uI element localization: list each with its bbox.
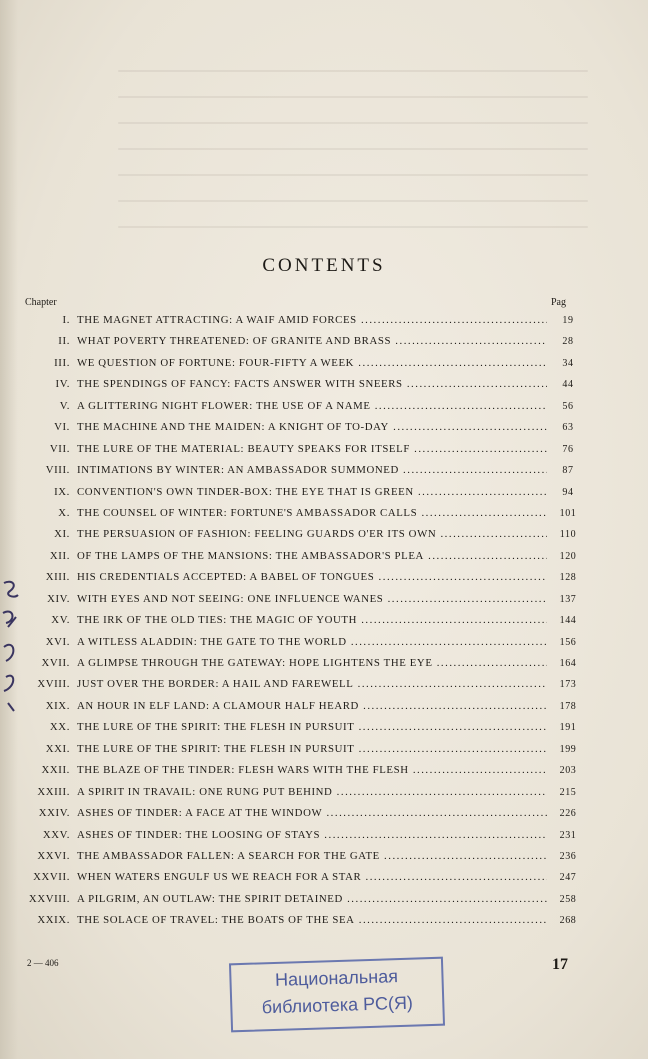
toc-entry xyxy=(0,524,648,545)
show-through-line xyxy=(118,200,588,202)
chapter-page: 178 xyxy=(559,700,577,712)
chapter-page: 56 xyxy=(562,400,574,412)
chapter-number: XVI. xyxy=(45,635,70,648)
chapter-title: A PILGRIM, AN OUTLAW: THE SPIRIT DETAINED ..... xyxy=(77,889,547,910)
chapter-title: THE MAGNET ATTRACTING: A WAIF AMID FORCES ..... xyxy=(77,310,547,331)
chapter-title: AN HOUR IN ELF LAND: A CLAMOUR HALF HEARD ..... xyxy=(77,696,547,717)
chapter-title: THE LURE OF THE SPIRIT: THE FLESH IN PURSUIT ..... xyxy=(77,739,547,760)
toc-entry xyxy=(0,460,648,481)
chapter-column-header: Chapter xyxy=(25,297,57,308)
toc-entry xyxy=(0,567,648,588)
chapter-page: 94 xyxy=(562,486,574,498)
chapter-page: 156 xyxy=(559,636,577,648)
chapter-number: XI. xyxy=(54,528,70,541)
toc-entry xyxy=(0,696,648,717)
chapter-title: THE AMBASSADOR FALLEN: A SEARCH FOR THE GATE ..... xyxy=(77,846,547,867)
chapter-number: XIX. xyxy=(45,699,70,712)
chapter-page: 144 xyxy=(559,615,577,627)
chapter-number: II. xyxy=(58,335,70,348)
chapter-title: THE COUNSEL OF WINTER: FORTUNE'S AMBASSADOR CALLS ..... xyxy=(77,503,547,524)
chapter-number: XXIX. xyxy=(37,914,70,927)
show-through-line xyxy=(118,226,588,228)
show-through-line xyxy=(118,122,588,124)
chapter-page: 191 xyxy=(559,722,577,734)
chapter-title: THE MACHINE AND THE MAIDEN: A KNIGHT OF TO-DAY ..... xyxy=(77,417,547,438)
toc-entry xyxy=(0,760,648,781)
chapter-title: A GLITTERING NIGHT FLOWER: THE USE OF A NAME ..... xyxy=(77,396,547,417)
chapter-page: 164 xyxy=(559,658,577,669)
chapter-page: 203 xyxy=(559,765,577,777)
chapter-number: XV. xyxy=(51,614,70,627)
chapter-number: V. xyxy=(59,399,70,412)
show-through-line xyxy=(118,148,588,150)
chapter-number: XXII. xyxy=(41,764,70,777)
chapter-title: WITH EYES AND NOT SEEING: ONE INFLUENCE WANES ..... xyxy=(77,589,547,610)
chapter-title: THE SPENDINGS OF FANCY: FACTS ANSWER WITH SNEERS ..... xyxy=(77,374,547,395)
chapter-title: WHEN WATERS ENGULF US WE REACH FOR A STAR ..... xyxy=(77,867,547,888)
chapter-number: I. xyxy=(62,314,70,326)
handwritten-margin-mark xyxy=(0,575,28,715)
toc-entry xyxy=(0,782,648,803)
chapter-number: XXVI. xyxy=(37,849,70,862)
page-number: 17 xyxy=(552,956,568,973)
toc-entry xyxy=(0,310,648,331)
chapter-number: XX. xyxy=(49,721,70,734)
chapter-page: 137 xyxy=(559,593,577,605)
toc-entry xyxy=(0,482,648,503)
chapter-title: HIS CREDENTIALS ACCEPTED: A BABEL OF TONGUES ..... xyxy=(77,567,547,588)
chapter-number: IX. xyxy=(54,485,70,498)
chapter-title: THE LURE OF THE MATERIAL: BEAUTY SPEAKS FOR ITSELF ..... xyxy=(77,439,547,460)
chapter-title: ASHES OF TINDER: A FACE AT THE WINDOW ..... xyxy=(77,803,547,824)
chapter-page: 199 xyxy=(559,743,577,755)
table-of-contents xyxy=(0,310,648,932)
chapter-page: 19 xyxy=(562,315,574,326)
stamp-line-1: Национальная xyxy=(274,966,399,990)
chapter-number: VIII. xyxy=(45,464,70,477)
page-title: CONTENTS xyxy=(262,255,386,276)
toc-entry xyxy=(0,610,648,631)
chapter-number: XIII. xyxy=(45,571,70,584)
chapter-page: 226 xyxy=(559,808,577,820)
toc-entry xyxy=(0,546,648,567)
toc-entry xyxy=(0,846,648,867)
chapter-page: 258 xyxy=(559,893,577,905)
toc-entry xyxy=(0,374,648,395)
chapter-title: THE IRK OF THE OLD TIES: THE MAGIC OF YOUTH ..... xyxy=(77,610,547,631)
chapter-number: XXIII. xyxy=(37,785,70,798)
chapter-title: THE PERSUASION OF FASHION: FEELING GUARDS O'ER ITS OWN ..... xyxy=(77,524,547,545)
chapter-title: INTIMATIONS BY WINTER: AN AMBASSADOR SUMMONED ..... xyxy=(77,460,547,481)
chapter-page: 215 xyxy=(559,786,577,798)
toc-entry xyxy=(0,331,648,352)
toc-entry xyxy=(0,825,648,846)
chapter-page: 268 xyxy=(559,915,577,927)
chapter-title: A SPIRIT IN TRAVAIL: ONE RUNG PUT BEHIND ..... xyxy=(77,782,547,803)
toc-entry xyxy=(0,674,648,695)
toc-entry xyxy=(0,589,648,610)
toc-entry xyxy=(0,889,648,910)
chapter-page: 231 xyxy=(559,829,577,841)
chapter-number: III. xyxy=(54,356,70,369)
toc-entry xyxy=(0,503,648,524)
chapter-page: 63 xyxy=(562,422,574,434)
chapter-page: 110 xyxy=(559,529,577,541)
chapter-number: XXI. xyxy=(45,742,70,755)
chapter-page: 34 xyxy=(562,357,574,369)
chapter-number: XVIII. xyxy=(37,678,70,691)
chapter-number: XVII. xyxy=(41,657,70,669)
chapter-title: THE LURE OF THE SPIRIT: THE FLESH IN PURSUIT ..... xyxy=(77,717,547,738)
chapter-page: 120 xyxy=(559,550,577,562)
toc-entry xyxy=(0,910,648,931)
chapter-page: 28 xyxy=(562,336,574,348)
chapter-number: XXV. xyxy=(42,828,70,841)
chapter-page: 128 xyxy=(559,572,577,584)
chapter-page: 87 xyxy=(562,465,574,477)
chapter-number: IV. xyxy=(55,378,70,391)
show-through-line xyxy=(118,174,588,176)
chapter-title: A WITLESS ALADDIN: THE GATE TO THE WORLD ..... xyxy=(77,632,547,653)
stamp-line-2: библиотека РС(Я) xyxy=(261,992,414,1018)
chapter-number: XII. xyxy=(49,549,70,562)
chapter-page: 247 xyxy=(559,872,577,884)
toc-entry xyxy=(0,653,648,674)
toc-entry xyxy=(0,803,648,824)
chapter-title: ASHES OF TINDER: THE LOOSING OF STAYS ..... xyxy=(77,825,547,846)
chapter-title: CONVENTION'S OWN TINDER-BOX: THE EYE THAT IS GREEN ..... xyxy=(77,482,547,503)
toc-entry xyxy=(0,417,648,438)
chapter-title: THE SOLACE OF TRAVEL: THE BOATS OF THE SEA ..... xyxy=(77,910,547,931)
toc-entry xyxy=(0,396,648,417)
printer-signature-mark: 2 — 406 xyxy=(27,958,59,968)
chapter-number: XXIV. xyxy=(38,807,70,820)
chapter-number: VII. xyxy=(49,442,70,455)
toc-entry xyxy=(0,439,648,460)
chapter-title: WE QUESTION OF FORTUNE: FOUR-FIFTY A WEEK ..... xyxy=(77,353,547,374)
toc-entry xyxy=(0,717,648,738)
chapter-page: 101 xyxy=(559,507,577,519)
chapter-page: 76 xyxy=(562,443,574,455)
toc-entry xyxy=(0,632,648,653)
toc-entry xyxy=(0,739,648,760)
show-through-line xyxy=(118,96,588,98)
page-column-header: Pag xyxy=(551,297,566,308)
show-through-line xyxy=(118,70,588,72)
chapter-title: A GLIMPSE THROUGH THE GATEWAY: HOPE LIGHTENS THE EYE ..... xyxy=(77,653,547,674)
chapter-title: THE BLAZE OF THE TINDER: FLESH WARS WITH THE FLESH ..... xyxy=(77,760,547,781)
chapter-number: XXVII. xyxy=(33,871,70,884)
library-stamp xyxy=(229,957,445,1033)
chapter-page: 236 xyxy=(559,850,577,862)
chapter-page: 173 xyxy=(559,679,577,691)
chapter-title: JUST OVER THE BORDER: A HAIL AND FAREWELL ..... xyxy=(77,674,547,695)
chapter-page: 44 xyxy=(562,379,574,391)
chapter-number: XIV. xyxy=(47,592,70,605)
chapter-title: WHAT POVERTY THREATENED: OF GRANITE AND BRASS ..... xyxy=(77,331,547,352)
toc-entry xyxy=(0,867,648,888)
chapter-number: VI. xyxy=(54,421,70,434)
chapter-number: X. xyxy=(58,506,70,519)
chapter-title: OF THE LAMPS OF THE MANSIONS: THE AMBASSADOR'S PLEA ..... xyxy=(77,546,547,567)
chapter-number: XXVIII. xyxy=(28,892,70,905)
toc-entry xyxy=(0,353,648,374)
